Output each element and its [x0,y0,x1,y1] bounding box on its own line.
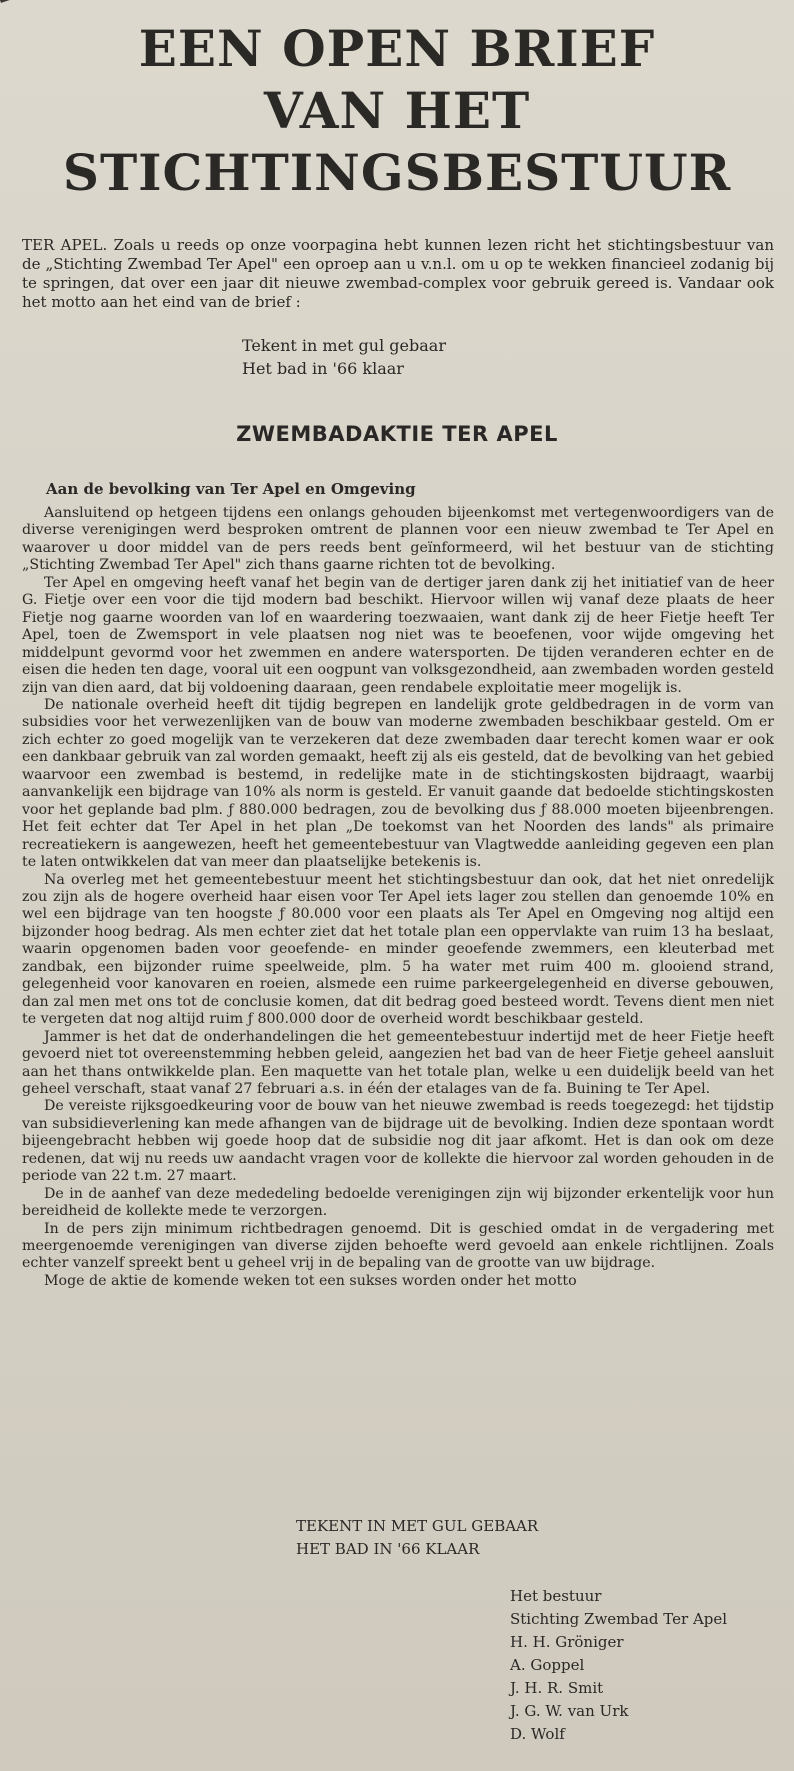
intro-paragraph: TER APEL. Zoals u reeds op onze voorpagina hebt kunnen lezen richt het stichtingsbestuur van de „Stichting Zwembad Ter Apel" een oproep aan u v.n.l. om u op te wekken financieel zodanig bij te springen, dat over een jaar dit nieuwe zwembad-complex voor gebruik gereed is. Vandaar ook het motto aan het eind van de brief : [22,236,774,311]
board-member-name: A. Goppel [510,1656,585,1674]
headline [0,18,794,204]
greeting: Aan de bevolking van Ter Apel en Omgeving [46,480,416,498]
body-paragraph: De vereiste rijksgoedkeuring voor de bouw van het nieuwe zwembad is reeds toegezegd: het tijdstip van subsidieverlening kan mede afhangen van de bijdrage uit de bevolking. Indien deze spontaan wordt bijeengebracht hebben wij goede hoop dat de subsidie nog dit jaar afkomt. Het is dan ook om deze redenen, dat wij nu reeds uw aandacht vragen voor de kollekte die hiervoor zal worden gehouden in de periode van 22 t.m. 27 maart. [22,1098,774,1185]
motto-line-1: Tekent in met gul gebaar [242,336,446,355]
body-paragraph: Jammer is het dat de onderhandelingen die het gemeentebestuur indertijd met de heer Fietje heeft gevoerd niet tot overeenstemming hebben geleid, aangezien het bad van de heer Fietje geheel aansluit aan het thans ontwikkelde plan. Een maquette van het totale plan, welke u een duidelijk beeld van het geheel verschaft, staat vanaf 27 februari a.s. in één der etalages van de fa. Buining te Ter Apel. [22,1028,774,1097]
letter-body [22,505,774,1290]
body-paragraph: De in de aanhef van deze mededeling bedoelde verenigingen zijn wij bijzonder erkentelijk voor hun bereidheid de kollekte mede te verzorgen. [22,1185,774,1220]
signature-line-2: Stichting Zwembad Ter Apel [510,1610,728,1628]
body-paragraph: Aansluitend op hetgeen tijdens een onlangs gehouden bijeenkomst met vertegenwoordigers van de diverse verenigingen werd besproken omtrent de plannen voor een nieuw zwembad te Ter Apel en waarover u door middel van de pers reeds bent geïnformeerd, wil het bestuur van de stichting „Stichting Zwembad Ter Apel" zich thans gaarne richten tot de bevolking. [22,505,774,574]
board-member-name: H. H. Gröniger [510,1633,624,1651]
body-paragraph: De nationale overheid heeft dit tijdig begrepen en landelijk grote geldbedragen in de vorm van subsidies voor het verwezenlijken van de bouw van moderne zwembaden beschikbaar gesteld. Om er zich echter zo goed mogelijk van te verzekeren dat deze zwembaden daar terecht komen waar er ook een dankbaar gebruik van zal worden gemaakt, heeft zij als eis gesteld, dat de bevolking van het gebied waarvoor een zwembad is bestemd, in redelijke mate in de stichtingskosten bijdraagt, waarbij aanvankelijk een bijdrage van 10% als norm is gesteld. Er vanuit gaande dat bedoelde stichtingskosten voor het geplande bad plm. ƒ 880.000 bedragen, zou de bevolking dus ƒ 88.000 moeten bijeenbrengen. Het feit echter dat Ter Apel in het plan „De toekomst van het Noorden des lands" als primaire recreatiekern is aangewezen, heeft het gemeentebestuur van Vlagtwedde aanleiding gegeven een plan te laten ontwikkelen dat van meer dan plaatselijke betekenis is. [22,696,774,871]
headline-line-2: VAN HET [263,81,531,140]
signature-line-1: Het bestuur [510,1587,602,1605]
body-paragraph: Moge de aktie de komende weken tot een sukses worden onder het motto [44,1272,577,1289]
board-member-name: J. H. R. Smit [510,1679,604,1697]
body-paragraph: In de pers zijn minimum richtbedragen genoemd. Dit is geschied omdat in de vergadering met meergenoemde verenigingen van diverse zijden behoefte werd gevoeld aan enkele richtlijnen. Zoals echter vanzelf spreekt bent u geheel vrij in de bepaling van de grootte van uw bijdrage. [22,1220,774,1272]
body-paragraph: Na overleg met het gemeentebestuur meent het stichtingsbestuur dan ook, dat het niet onredelijk zou zijn als de hogere overheid haar eisen voor Ter Apel iets lager zou stellen dan genoemde 10% en wel een bijdrage van ten hoogste ƒ 80.000 voor een plaats als Ter Apel en Omgeving nog altijd een bijzonder hoog bedrag. Als men echter ziet dat het totale plan een oppervlakte van ruim 13 ha beslaat, waarin opgenomen baden voor geoefende- en minder geoefende zwemmers, een kleuterbad met zandbak, een bijzonder ruime speelweide, plm. 5 ha water met ruim 400 m. glooiend strand, gelegenheid voor kanovaren en roeien, alsmede een ruime parkeergelegenheid en diverse gebouwen, dan zal men met ons tot de conclusie komen, dat dit bedrag goed besteed wordt. Tevens dient men niet te vergeten dat nog altijd ruim ƒ 800.000 door de overheid wordt beschikbaar gesteld. [22,871,774,1028]
headline-line-1: EEN OPEN BRIEF [138,19,656,78]
closing-motto-line-2: HET BAD IN '66 KLAAR [296,1540,480,1558]
headline-line-3: STICHTINGSBESTUUR [62,143,732,202]
closing-motto [296,1515,716,1561]
closing-motto-line-1: TEKENT IN MET GUL GEBAAR [296,1517,539,1535]
corner-mark [0,0,43,16]
signature-block [510,1585,790,1746]
board-member-name: J. G. W. van Urk [510,1702,629,1720]
motto [242,334,662,380]
board-member-name: D. Wolf [510,1725,565,1743]
body-paragraph: Ter Apel en omgeving heeft vanaf het begin van de dertiger jaren dank zij het initiatief van de heer G. Fietje over een voor die tijd modern bad beschikt. Hiervoor willen wij vanaf deze plaats de heer Fietje nog gaarne woorden van lof en waardering toezwaaien, want dank zij de heer Fietje heeft Ter Apel, toen de Zwemsport in vele plaatsen nog niet was te beoefenen, voor wijde omgeving het middelpunt gevormd voor het zwemmen en andere watersporten. De tijden veranderen echter en de eisen die heden ten dage, vooral uit een oogpunt van volksgezondheid, aan zwembaden worden gesteld zijn van dien aard, dat bij voldoening daaraan, geen rendabele exploitatie meer mogelijk is. [22,574,774,696]
motto-line-2: Het bad in '66 klaar [242,359,404,378]
section-title: ZWEMBADAKTIE TER APEL [236,422,558,446]
